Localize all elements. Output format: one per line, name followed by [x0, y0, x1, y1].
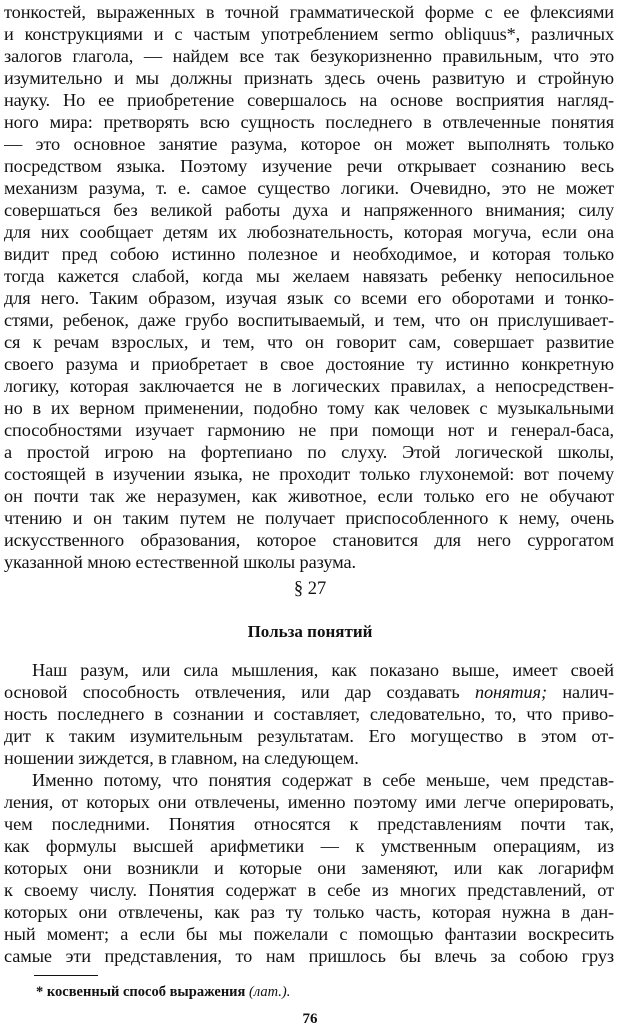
text-line: которых они возникли и которые они заменяют, или как логарифм [4, 858, 614, 878]
text-line: стями, ребенок, даже грубо воспитываемый, и тем, что он прислушивает- [4, 310, 614, 330]
text-line: логику, которая заключается не в логических правилах, а непосредствен- [4, 376, 614, 396]
section-title: Польза понятий [247, 622, 373, 641]
text-line: — это основное занятие разума, которое он может выполнять только [4, 134, 614, 154]
text-fragment: налич- [546, 682, 614, 702]
text-fragment: основой способность отвлечения, или дар создавать [4, 682, 475, 702]
text-line: тогда кажется слабой, когда мы желаем навязать ребенку непосильное [4, 266, 614, 286]
text-line: но в их верном применении, подобно тому как человек с музыкальными [4, 398, 614, 418]
footnote [36, 983, 290, 1001]
text-line: залогов глагола, — найдем все так безукоризненно правильным, что это [4, 46, 614, 66]
text-line: изумительно и мы должны признать здесь очень развитую и стройную [4, 68, 614, 88]
text-line: посредством языка. Поэтому изучение речи открывает сознанию весь [4, 156, 614, 176]
emphasis-term: понятия; [474, 682, 547, 702]
footnote-text: * косвенный способ выражения [36, 984, 250, 1000]
text-line: способностями изучает гармонию не при помощи нот и генерал-баса, [4, 420, 614, 440]
text-line: искусственного образования, которое становится для него суррогатом [4, 530, 614, 550]
text-line: ного мира: претворять всю сущность последнего в отвлеченные понятия [4, 112, 614, 132]
text-line: чем последними. Понятия относятся к представлениям почти так, [4, 814, 614, 834]
text-line: своего разума и приобретает в свое достояние ту истинно конкретную [4, 354, 614, 374]
text-line: дит к таким изумительным результатам. Его могущество в этом от- [4, 726, 614, 746]
text-line: Наш разум, или сила мышления, как показано выше, имеет своей [32, 660, 614, 680]
text-line: ся к речам взрослых, и тем, что он говорит сам, совершает развитие [4, 332, 614, 352]
text-line: состоящей в изучении языка, не проходит только глухонемой: вот почему [4, 464, 614, 484]
text-line: для него. Таким образом, изучая язык со всеми его оборотами и тонко- [4, 288, 614, 308]
section-number: § 27 [293, 579, 327, 599]
text-line: и конструкциями и с частым употреблением sermo obliquus*, различных [4, 24, 614, 44]
text-line: которых они отвлечены, как раз ту только часть, которая нужна в дан- [4, 902, 614, 922]
page-number: 76 [302, 1011, 318, 1027]
text-line: а простой игрою на фортепиано по слуху. Этой логической школы, [4, 442, 614, 462]
text-line: ления, от которых они отвлечены, именно поэтому ими легче оперировать, [4, 792, 614, 812]
text-line: Именно потому, что понятия содержат в себе меньше, чем представ- [32, 770, 614, 790]
text-line: совершаться без великой работы духа и напряженного внимания; силу [4, 200, 614, 220]
text-line: ношении зиждется, в главном, на следующем. [4, 748, 359, 768]
text-line: видит пред собою истинно полезное и необходимое, и которая только [4, 244, 614, 264]
text-line: ность последнего в сознании и составляет, следовательно, то, что приво- [4, 704, 614, 724]
text-line: науку. Но ее приобретение совершалось на основе восприятия нагляд- [4, 90, 614, 110]
footnote-divider [34, 975, 98, 976]
text-line: как формулы высшей арифметики — к умственным операциям, из [4, 836, 614, 856]
text-line: указанной мною естественной школы разума. [4, 552, 356, 572]
text-line: он почти так же неразумен, как животное, если только его не обучают [4, 486, 614, 506]
footnote-language: (лат.). [249, 984, 291, 1000]
text-line: чтению и он таким путем не получает приспособленного к нему, очень [4, 508, 614, 528]
text-line: к своему числу. Понятия содержат в себе из многих представлений, от [4, 880, 614, 900]
text-line [4, 681, 614, 703]
text-line: ный момент; а если бы мы пожелали с помощью фантазии воскресить [4, 924, 614, 944]
text-line: для них сообщает детям их любознательность, которая могуча, если она [4, 222, 614, 242]
text-line: тонкостей, выраженных в точной грамматической форме с ее флексиями [4, 2, 614, 22]
text-line: механизм разума, т. е. самое существо логики. Очевидно, это не может [4, 178, 614, 198]
text-line: самые эти представления, то нам пришлось бы влечь за собою груз [4, 946, 614, 966]
